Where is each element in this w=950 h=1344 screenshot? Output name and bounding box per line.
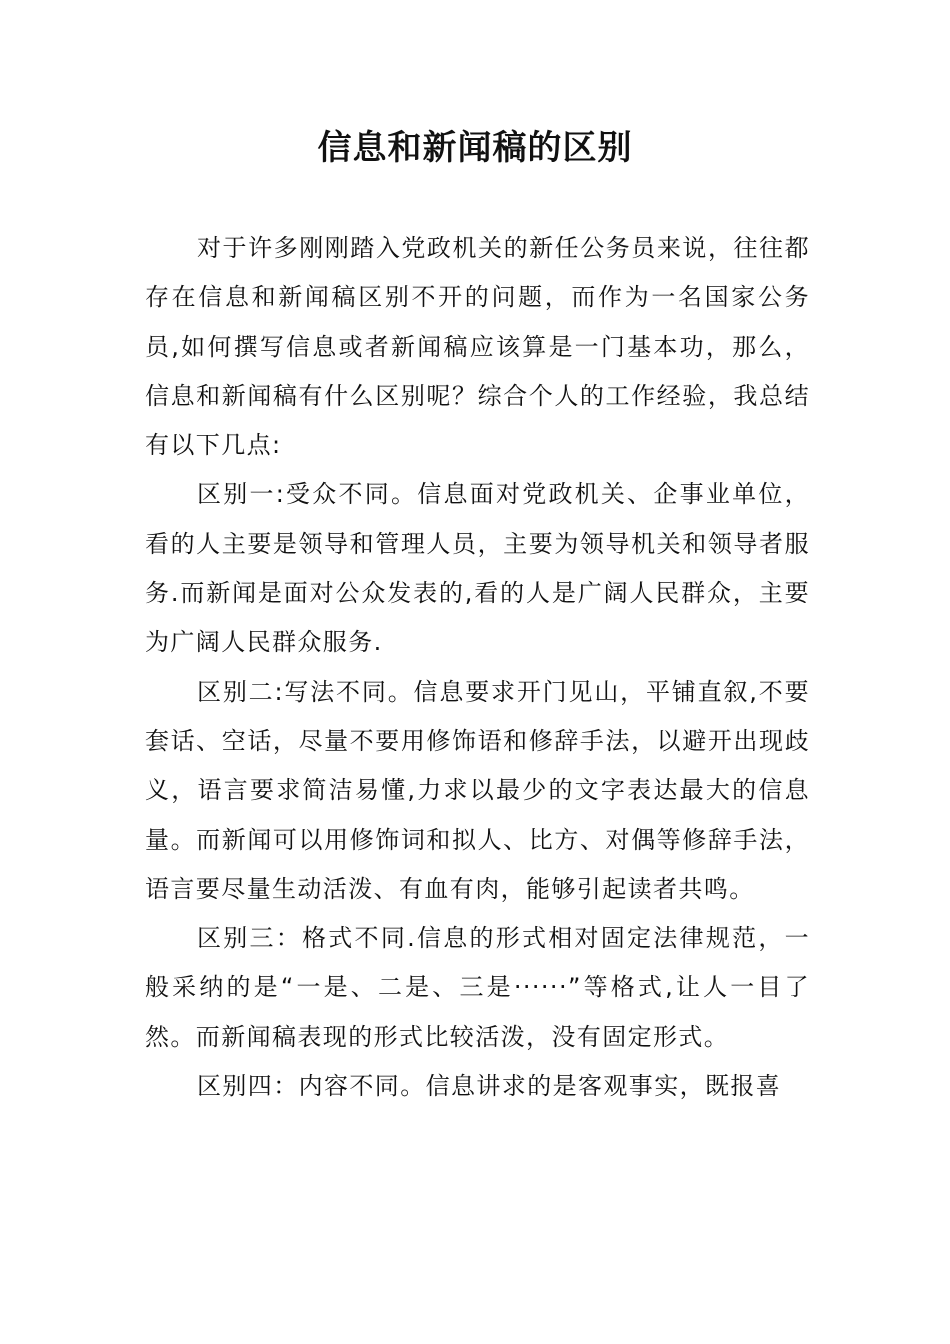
paragraph-difference-2: 区别二:写法不同。信息要求开门见山，平铺直叙,不要套话、空话，尽量不要用修饰语和修辞手法，以避开出现歧义，语言要求简洁易懂,力求以最少的文字表达最大的信息量。而新闻可以用修饰词和拟人、比方、对偶等修辞手法，语言要尽量生动活泼、有血有肉，能够引起读者共鸣。	[145, 677, 810, 903]
paragraph-intro: 对于许多刚刚踏入党政机关的新任公务员来说，往往都存在信息和新闻稿区别不开的问题，而作为一名国家公务员,如何撰写信息或者新闻稿应该算是一门基本功，那么，信息和新闻稿有什么区别呢？综合个人的工作经验，我总结有以下几点:	[145, 234, 810, 460]
paragraph-difference-4: 区别四：内容不同。信息讲求的是客观事实，既报喜	[197, 1072, 782, 1101]
document-title: 信息和新闻稿的区别	[317, 128, 633, 168]
document-body	[145, 224, 810, 1111]
paragraph-difference-3: 区别三：格式不同.信息的形式相对固定法律规范，一般采纳的是“一是、二是、三是······”等格式,让人一目了然。而新闻稿表现的形式比较活泼，没有固定形式。	[145, 924, 810, 1051]
paragraph-difference-1: 区别一:受众不同。信息面对党政机关、企事业单位，看的人主要是领导和管理人员，主要为领导机关和领导者服务.而新闻是面对公众发表的,看的人是广阔人民群众，主要为广阔人民群众服务.	[145, 480, 810, 657]
